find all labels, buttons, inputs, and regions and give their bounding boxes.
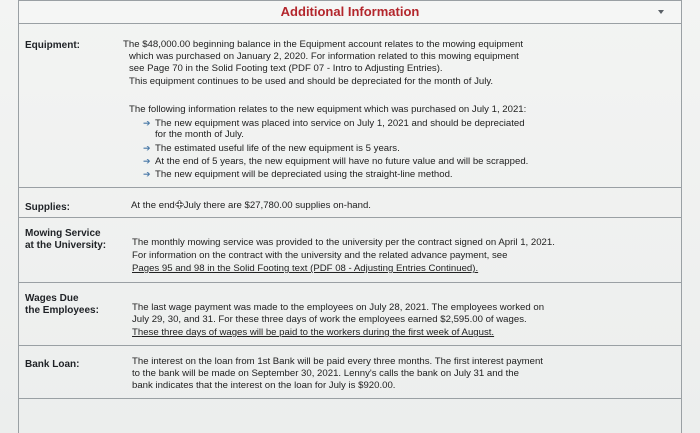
row-divider — [19, 282, 681, 283]
bullet-text: At the end of 5 years, the new equipment will have no future value and will be scrapped. — [155, 156, 529, 167]
loan-text-line: to the bank will be made on September 30, 2021. Lenny's calls the bank on July 31 and the — [132, 368, 519, 379]
wages-label: Wages Due — [25, 293, 79, 304]
bullet-text: The new equipment will be depreciated using the straight-line method. — [155, 169, 453, 180]
arrow-icon: ➔ — [143, 156, 151, 166]
row-divider — [19, 345, 681, 346]
bullet-text: The estimated useful life of the new equipment is 5 years. — [155, 143, 400, 154]
wages-label: the Employees: — [25, 305, 99, 316]
wages-text-line: The last wage payment was made to the employees on July 28, 2021. The employees worked on — [132, 302, 545, 313]
page-title: Additional Information — [280, 4, 420, 19]
equipment-text-line: This equipment continues to be used and should be depreciated for the month of July. — [129, 76, 494, 87]
supplies-label: Supplies: — [25, 202, 71, 213]
equipment-text-line: The $48,000.00 beginning balance in the Equipment account relates to the mowing equipment — [123, 39, 524, 50]
chevron-down-icon[interactable] — [657, 8, 665, 16]
loan-text-line: The interest on the loan from 1st Bank will be paid every three months. The first interest payment — [132, 356, 543, 367]
bullet-item — [143, 142, 400, 155]
mowing-label: Mowing Service — [25, 228, 101, 239]
row-divider — [19, 187, 681, 188]
table-header — [19, 0, 681, 24]
new-equipment-intro: The following information relates to the new equipment which was purchased on July 1, 2021: — [129, 104, 527, 115]
equipment-text-line: which was purchased on January 2, 2020. For information related to this mowing equipment — [129, 51, 519, 62]
row-divider — [19, 217, 681, 218]
mowing-text-line: The monthly mowing service was provided to the university per the contract signed on April 1, 2021. — [132, 237, 555, 248]
row-divider — [19, 398, 681, 399]
wages-text-line: July 29, 30, and 31. For these three days of work the employees earned $2,595.00 of wages. — [132, 314, 527, 325]
equipment-text-line: see Page 70 in the Solid Footing text (PDF 07 - Intro to Adjusting Entries). — [129, 63, 443, 74]
info-table — [18, 0, 682, 433]
bullet-item — [143, 155, 528, 168]
bullet-text: The new equipment was placed into service on July 1, 2021 and should be depreciated — [155, 118, 525, 129]
mowing-text-line: Pages 95 and 98 in the Solid Footing text (PDF 08 - Adjusting Entries Continued). — [132, 263, 479, 274]
mowing-text-line: For information on the contract with the university and the related advance payment, see — [132, 250, 508, 261]
arrow-icon: ➔ — [143, 169, 151, 179]
loan-text-line: bank indicates that the interest on the loan for July is $920.00. — [132, 380, 396, 391]
mowing-label: at the University: — [25, 240, 107, 251]
supplies-text-part: At the end — [131, 200, 175, 211]
bullet-item — [143, 168, 453, 181]
supplies-text-part: July there are $27,780.00 supplies on-hand. — [183, 200, 371, 211]
wages-text-line: These three days of wages will be paid to the workers during the first week of August. — [132, 327, 495, 338]
arrow-icon: ➔ — [143, 118, 151, 128]
equipment-label: Equipment: — [25, 40, 80, 51]
arrow-icon: ➔ — [143, 143, 151, 153]
loan-label: Bank Loan: — [25, 359, 80, 370]
supplies-text — [131, 200, 371, 212]
bullet-continuation: for the month of July. — [155, 129, 244, 140]
move-cursor-icon — [175, 200, 184, 209]
